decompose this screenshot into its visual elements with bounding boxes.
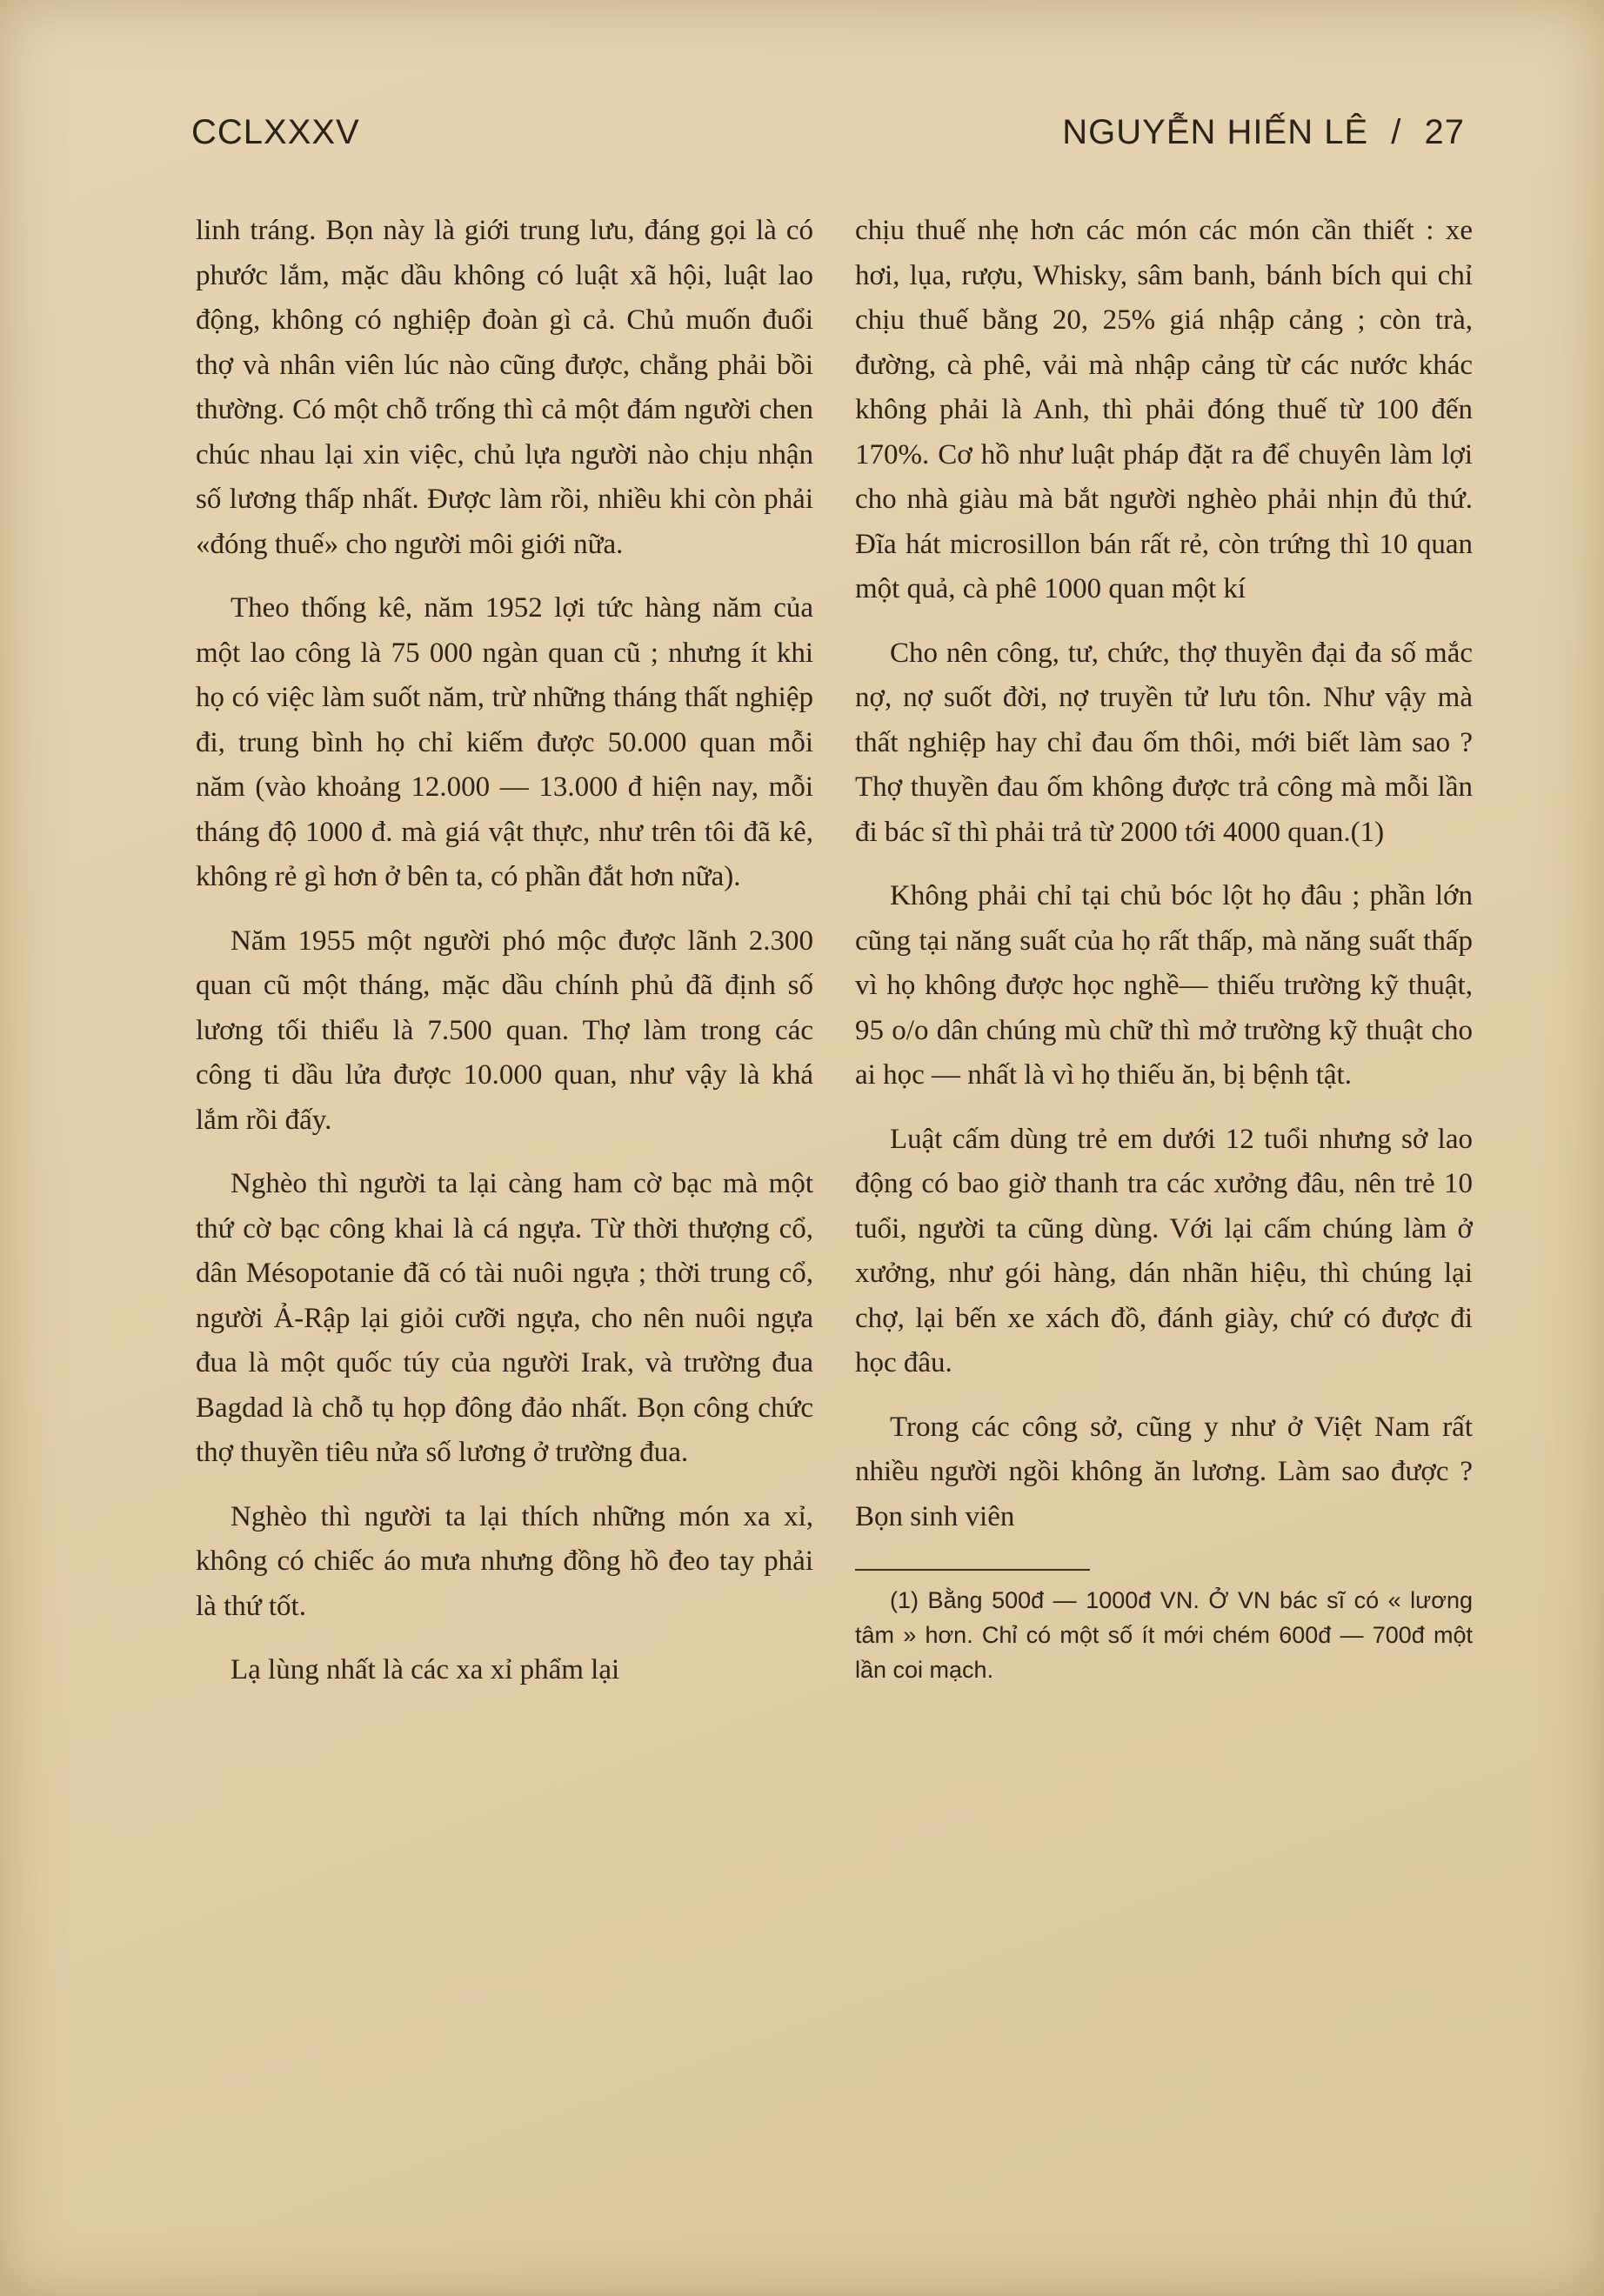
author-and-page — [1050, 113, 1465, 152]
header-separator: / — [1391, 113, 1402, 151]
left-column — [196, 209, 813, 1712]
paragraph: Lạ lùng nhất là các xa xỉ phẩm lại — [231, 1654, 620, 1685]
page-number: 27 — [1424, 113, 1465, 151]
paragraph: linh tráng. Bọn này là giới trung lưu, đáng gọi là có phước lắm, mặc dầu không có luật xã hội, luật lao động, không có nghiệp đoàn gì cả. Chủ muốn đuổi thợ và nhân viên lúc nào cũng được, chẳng phải bồi thường. Có một chỗ trống thì cả một đám người chen chúc nhau lại xin việc, chủ lựa người nào chịu nhận số lương thấp nhất. Được làm rồi, nhiều khi còn phải «đóng thuế» cho người môi giới nữa. — [196, 215, 813, 560]
paragraph: Theo thống kê, năm 1952 lợi tức hàng năm của một lao công là 75 000 ngàn quan cũ ; nhưng ít khi họ có việc làm suốt năm, trừ những tháng thất nghiệp đi, trung bình họ chỉ kiếm được 50.000 quan mỗi năm (vào khoảng 12.000 — 13.000 đ hiện nay, mỗi tháng độ 1000 đ. mà giá vật thực, như trên tôi đã kê, không rẻ gì hơn ở bên ta, có phần đắt hơn nữa). — [196, 592, 813, 892]
author-name: NGUYỄN HIẾN LÊ — [1062, 113, 1369, 151]
paragraph: Năm 1955 một người phó mộc được lãnh 2.300 quan cũ một tháng, mặc dầu chính phủ đã định số lương tối thiểu là 7.500 quan. Thợ làm trong các công ti dầu lửa được 10.000 quan, như vậy là khá lắm rồi đấy. — [196, 924, 813, 1136]
paragraph: Không phải chỉ tại chủ bóc lột họ đâu ; phần lớn cũng tại năng suất của họ rất thấp, mà năng suất thấp vì họ không được học nghề— thiếu trường kỹ thuật, 95 o/o dân chúng mù chữ thì mở trường kỹ thuật cho ai học — nhất là vì họ thiếu ăn, bị bệnh tật. — [855, 880, 1473, 1091]
paragraph: Luật cấm dùng trẻ em dưới 12 tuổi nhưng sở lao động có bao giờ thanh tra các xưởng đâu, nên trẻ 10 tuổi, người ta cũng dùng. Với lại cấm chúng làm ở xưởng, như gói hàng, dán nhãn hiệu, thì chúng lại chợ, lại bến xe xách đồ, đánh giày, chứ có được đi học đâu. — [855, 1123, 1473, 1378]
footnote-divider — [855, 1569, 1090, 1571]
paragraph: Cho nên công, tư, chức, thợ thuyền đại đa số mắc nợ, nợ suốt đời, nợ truyền tử lưu tôn. Như vậy mà thất nghiệp hay chỉ đau ốm thôi, mới biết làm sao ? Thợ thuyền đau ốm không được trả công mà mỗi lần đi bác sĩ thì phải trả từ 2000 tới 4000 quan.(1) — [855, 637, 1473, 848]
right-column — [855, 209, 1473, 1687]
paragraph: Nghèo thì người ta lại thích những món xa xỉ, không có chiếc áo mưa nhưng đồng hồ đeo tay phải là thứ tốt. — [196, 1500, 813, 1622]
paragraph: Trong các công sở, cũng y như ở Việt Nam rất nhiều người ngồi không ăn lương. Làm sao được ? Bọn sinh viên — [855, 1411, 1473, 1532]
footnote: (1) Bằng 500đ — 1000đ VN. Ở VN bác sĩ có « lương tâm » hơn. Chỉ có một số ít mới chém 600đ — 700đ một lần coi mạch. — [855, 1587, 1473, 1683]
running-header — [191, 113, 1465, 165]
chapter-numeral: CCLXXXV — [191, 113, 360, 151]
paragraph: Nghèo thì người ta lại càng ham cờ bạc mà một thứ cờ bạc công khai là cá ngựa. Từ thời thượng cổ, dân Mésopotanie đã có tài nuôi ngựa ; thời trung cổ, người Ả-Rập lại giỏi cưỡi ngựa, cho nên nuôi ngựa đua là một quốc túy của người Irak, và trường đua Bagdad là chỗ tụ họp đông đảo nhất. Bọn công chức thợ thuyền tiêu nửa số lương ở trường đua. — [196, 1168, 813, 1468]
paragraph: chịu thuế nhẹ hơn các món các món cần thiết : xe hơi, lụa, rượu, Whisky, sâm banh, bánh bích qui chỉ chịu thuế bằng 20, 25% giá nhập cảng ; còn trà, đường, cà phê, vải mà nhập cảng từ các nước khác không phải là Anh, thì phải đóng thuế từ 100 đến 170%. Cơ hồ như luật pháp đặt ra để chuyên làm lợi cho nhà giàu mà bắt người nghèo phải nhịn đủ thứ. Đĩa hát microsillon bán rất rẻ, còn trứng thì 10 quan một quả, cà phê 1000 quan một kí — [855, 215, 1473, 604]
